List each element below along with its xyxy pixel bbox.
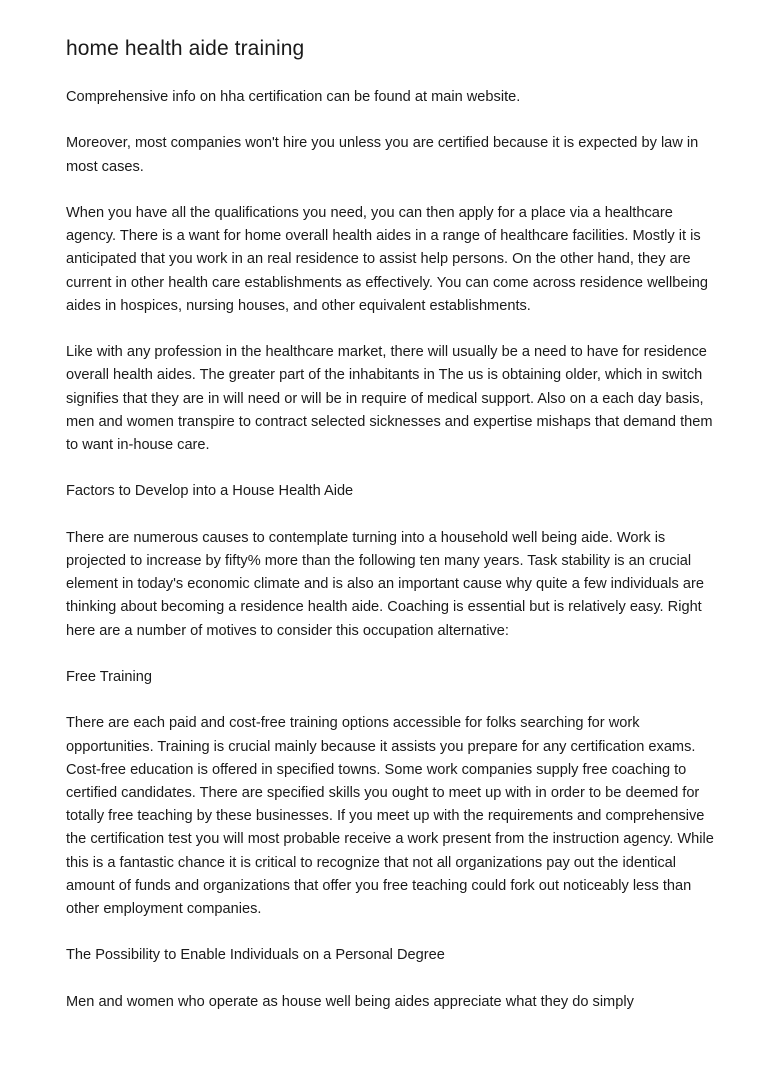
intro-paragraph: Comprehensive info on hha certification can be found at main website. <box>66 89 521 105</box>
section-heading-possibility: The Possibility to Enable Individuals on a Personal Degree <box>66 947 445 964</box>
section-heading-free-training: Free Training <box>66 668 152 685</box>
certification-paragraph: Moreover, most companies won't hire you unless you are certified because it is expected by law in most cases. <box>66 135 699 175</box>
training-paragraph: There are each paid and cost-free training options accessible for folks searching for work opportunities. Training is crucial mainly because it assists you prepare for any certification exams. Cost-free education is offered in specified towns. Some work companies supply free coaching to certified candidates. There are specified skills you ought to meet up with in order to be deemed for totally free teaching by these businesses. If you meet up with the requirements and comprehensive the certification test you will most probable receive a work present from the instruction agency. While this is a fantastic chance it is critical to recognize that not all organizations pay out the identical amount of funds and organizations that offer you free teaching could fork out noticeably less than other employment companies. <box>66 715 714 917</box>
page-title: home health aide training <box>66 37 305 60</box>
section-heading-factors: Factors to Develop into a House Health Aide <box>66 483 354 500</box>
causes-paragraph: There are numerous causes to contemplate turning into a household well being aide. Work is projected to increase by fifty% more than the following ten many years. Task stability is an crucial element in today's economic climate and is also an important cause why quite a few individuals are thinking about becoming a residence health aide. Coaching is essential but is relatively easy. Right here are a number of motives to consider this occupation alternative: <box>66 529 704 639</box>
market-paragraph: Like with any profession in the healthcare market, there will usually be a need to have for residence overall health aides. The greater part of the inhabitants in The us is obtaining older, which in switch signifies that they are in will need or will be in require of medical support. Also on a each day basis, men and women transpire to contract selected sicknesses and expertise mishaps that demand them to want in-house care. <box>66 344 713 453</box>
closing-paragraph: Men and women who operate as house well being aides appreciate what they do simply <box>66 993 634 1010</box>
document-page <box>66 34 716 1037</box>
qualifications-paragraph: When you have all the qualifications you need, you can then apply for a place via a healthcare agency. There is a want for home overall health aides in a range of healthcare facilities. Mostly it is anticipated that you work in an real residence to assist help persons. On the other hand, they are current in other health care establishments as effectively. You can come across residence wellbeing aides in hospices, nursing houses, and other equivalent establishments. <box>66 204 708 314</box>
